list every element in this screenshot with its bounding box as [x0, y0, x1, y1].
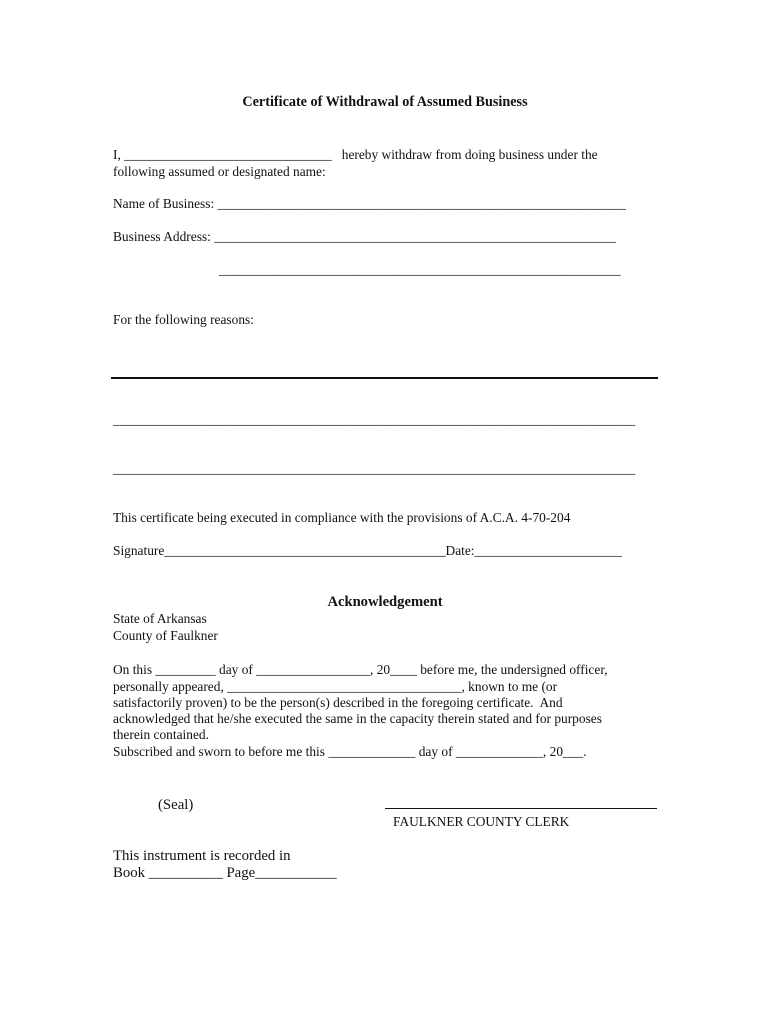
intro-line-2: following assumed or designated name: [113, 164, 326, 179]
acknowledgement-body-line-5: therein contained. [113, 727, 209, 742]
signature-date-line: Signature__________________________________________Date:______________________ [113, 543, 622, 558]
compliance-statement: This certificate being executed in compliance with the provisions of A.C.A. 4-70-204 [113, 510, 571, 525]
state-line: State of Arkansas [113, 611, 207, 626]
reason-line-2: ______________________________________________________________________________ [113, 461, 636, 476]
reasons-label: For the following reasons: [113, 312, 254, 327]
seal-label: (Seal) [158, 797, 194, 813]
recording-line-2: Book __________ Page___________ [113, 865, 337, 881]
document-title: Certificate of Withdrawal of Assumed Business [242, 94, 528, 110]
acknowledgement-body-line-4: acknowledged that he/she executed the same in the capacity therein stated and for purposes [113, 711, 602, 726]
reasons-divider [111, 377, 658, 379]
acknowledgement-body-line-2: personally appeared, ___________________________________, known to me (or [113, 679, 558, 694]
recording-line-1: This instrument is recorded in [113, 848, 291, 864]
county-line: County of Faulkner [113, 628, 218, 643]
business-address-field: Business Address: ____________________________________________________________ [113, 229, 616, 244]
business-address-line-2: ____________________________________________________________ [219, 262, 621, 277]
acknowledgement-heading: Acknowledgement [327, 594, 443, 610]
clerk-label: FAULKNER COUNTY CLERK [393, 814, 570, 829]
acknowledgement-body-line-3: satisfactorily proven) to be the person(s) described in the foregoing certificate. And [113, 695, 563, 710]
reason-line-1: ______________________________________________________________________________ [113, 412, 636, 427]
acknowledgement-body-line-1: On this _________ day of _________________, 20____ before me, the undersigned officer, [113, 662, 608, 677]
intro-line-1: I, _______________________________ hereby withdraw from doing business under the [113, 147, 598, 162]
subscribed-sworn-line: Subscribed and sworn to before me this _____________ day of _____________, 20___. [113, 744, 587, 759]
clerk-signature-line [385, 808, 657, 809]
name-of-business-field: Name of Business: _____________________________________________________________ [113, 196, 626, 211]
